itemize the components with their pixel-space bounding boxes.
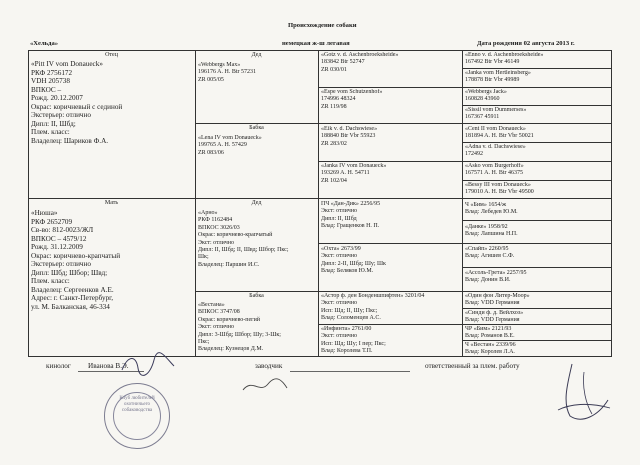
document-title: Происхождение собаки bbox=[288, 22, 357, 29]
ggp-8: «Инфинта» 2761/00 Экст: отлично Исп: Шд; Шу; I пер; Пкс; Влад: Королева Т.П. bbox=[321, 326, 386, 355]
maternal-grandfather-info: «Арно» РКФ 1162484 ВПКОС 3026/03 Окрас: коричнево-крапчатый Экст: отлично Дипл: II, Шбд; II, Швд; Шбор; Пкс; Шк; Владелец: Паршин И.С. bbox=[198, 210, 289, 268]
breeder-signature bbox=[240, 376, 290, 396]
gggp-11: «Спайп» 2260/95 Влад: Агишев С.Ф. bbox=[465, 246, 515, 260]
gggp-4: «Sissil vom Dummerses» 167367 45911 bbox=[465, 107, 527, 121]
paternal-grandfather-caption: Дед bbox=[251, 52, 262, 58]
gggp-9: Ч «Бим» 1654/ж Влад: Лебедев Ю.М. bbox=[465, 202, 518, 216]
father-info: «Pitt IV vom Donaueck» РКФ 2756172 VDH 205738 ВПКОС – Рожд. 20.12.2007 Окрас: коричневый с сединой Экстерьер: отлично Дипл: II, Шбд; Плем. класс: Владелец: Шариков Ф.А. bbox=[31, 60, 123, 145]
ggp-5: ПЧ «Дан-Дик» 2256/95 Экст: отлично Дипл: II, Шбд Влад: Гращенков Н. П. bbox=[321, 201, 381, 230]
maternal-grandmother-info: «Вестана» ВПКОС 3747/08 Окрас: коричнево-пегий Экст: отлично Дипл: 3-Шбд; Шбор; Шу; 3-Шк; Пкс; Владелец: Кузнецов Д.М. bbox=[198, 302, 281, 353]
gggp-3: «Webbergs Jack» 160828 43960 bbox=[465, 89, 507, 103]
ggp-4: «Janka IV vom Donaueck» 193269 A. H. 54711 ZR 102/04 bbox=[321, 163, 387, 184]
responsible-signature bbox=[548, 352, 620, 432]
paternal-grandmother-info: «Lena IV vom Donaueck» 199765 A. H. 57429 ZR 083/06 bbox=[198, 135, 262, 156]
gggp-16: Ч «Вестан» 2339/96 Влад: Королев Л.А. bbox=[465, 342, 516, 356]
ggp-6: «Охта» 2673/99 Экст: отлично Дипл: 2-II, Шбд; Шу; Шк Влад: Беляков Ю.М. bbox=[321, 246, 386, 275]
ggp-7: «Астор ф. ден Бонденшпифтен» 3201/04 Экст: отлично Исп: Шд; II, Шу; Пкс; Влад: Соломенцев А.С. bbox=[321, 293, 425, 322]
mother-caption: Мать bbox=[104, 200, 119, 206]
gggp-2: «Janka vom Hertleinsberg» 178878 Btr Vbr 49989 bbox=[465, 70, 531, 84]
breeder-label: заводчик bbox=[255, 362, 283, 370]
gggp-14: «Синди ф. д. Вейлхоз» Влад: VDD Германия bbox=[465, 310, 524, 324]
paternal-grandfather-info: «Webbergs Max» 196176 A. H. Btr 57231 ZR 005/05 bbox=[198, 62, 257, 83]
gggp-1: «Enno v. d. Aschenbroeksheide» 167492 Btr Vbr 46149 bbox=[465, 52, 544, 66]
gggp-6: «Adna v. d. Dachswiese» 172492 bbox=[465, 144, 526, 158]
ggp-3: «Eik v. d. Dachswiese» 188840 Btr Vbr 55923 ZR 283/02 bbox=[321, 126, 378, 147]
ggp-1: «Gotz v. d. Aschenbroeksheide» 183842 Btr 52747 ZR 030/01 bbox=[321, 52, 399, 73]
gggp-10: «Данке» 1958/92 Влад: Лапшина Н.П. bbox=[465, 224, 518, 238]
cynologist-name: Иванова В.Э. bbox=[88, 362, 129, 370]
date-of-birth: Дата рождения 02 августа 2013 г. bbox=[477, 40, 575, 47]
cynologist-label: кинолог bbox=[46, 362, 71, 370]
maternal-grandmother-caption: Бабка bbox=[249, 293, 264, 299]
club-stamp: Клуб любителей охотничьего собаководства bbox=[104, 383, 170, 449]
breed: немецкая ж-ш легавая bbox=[282, 40, 350, 47]
mother-info: «Нюша» РКФ 2652709 Св-во: 812-0023/ЖЛ ВПКОС – 4579/12 Рожд. 31.12.2009 Окрас: коричнево-крапчатый Экстерьер: отлично Дипл: Шбд; Шбор; Швд; Плем. класс: Владелец: Сергеенков А.Е. Адрес: г. Санкт-Петербург, ул. М. Балканская, 46-334 bbox=[31, 209, 121, 311]
responsible-label: ответственный за плем. работу bbox=[425, 362, 520, 370]
gggp-12: «Ассоль-Грета» 2257/95 Влад: Донин В.И. bbox=[465, 270, 527, 284]
dog-name: «Хельда» bbox=[30, 40, 59, 47]
maternal-grandfather-caption: Дед bbox=[251, 200, 262, 206]
ggp-2: «Espe vom Schutzenhof» 174996 48324 ZR 119/98 bbox=[321, 89, 383, 110]
gggp-5: «Cent II vom Donaueck» 181894 A. H. Btr Vbr 50021 bbox=[465, 126, 534, 140]
gggp-13: «Один фон Литер-Моор» Влад: VDD Германия bbox=[465, 293, 530, 307]
father-caption: Отец bbox=[105, 52, 118, 58]
gggp-7: «Asko vom Burgerhoff» 167571 A. H. Btr 46375 bbox=[465, 163, 524, 177]
paternal-grandmother-caption: Бабка bbox=[249, 125, 264, 131]
gggp-8: «Bessy III vom Donaueck» 179010 A. H. Btr Vbr 49500 bbox=[465, 182, 534, 196]
gggp-15: ЧР «Бим» 2121/93 Влад: Романов В.Е. bbox=[465, 326, 515, 340]
cynologist-signature bbox=[118, 350, 178, 380]
